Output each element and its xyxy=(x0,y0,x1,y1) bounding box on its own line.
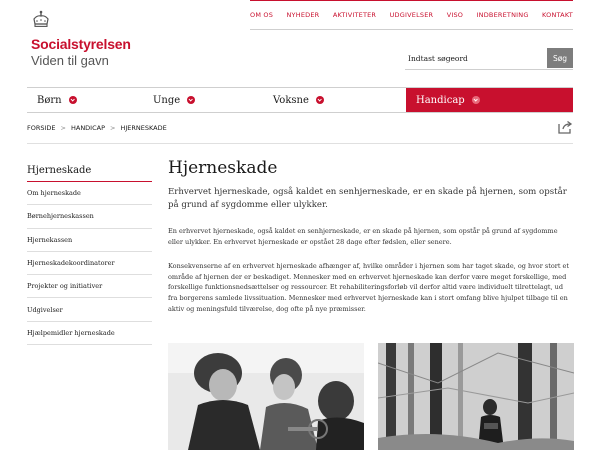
body-paragraph: En erhvervet hjerneskade, også kaldet en senhjerneskade, er en skade på hjernen, som opstår på grund af sygdomme eller ulykker. En erhvervet hjerneskade er opstået 28 dage efter fødslen, eller senere. xyxy=(168,227,558,246)
topnav-kontakt[interactable]: KONTAKT xyxy=(542,11,573,19)
crown-icon xyxy=(31,10,51,30)
breadcrumb-handicap[interactable]: HANDICAP xyxy=(70,124,106,132)
sidebar-item-bornehjerneskassen[interactable]: Børnehjerneskassen xyxy=(27,205,152,228)
chevron-down-icon xyxy=(472,96,480,104)
rehabilitation-photo[interactable] xyxy=(168,343,364,450)
topnav-viso[interactable]: VISO xyxy=(446,11,464,19)
topnav-aktiviteter[interactable]: AKTIVITETER xyxy=(332,11,377,19)
chevron-down-icon xyxy=(187,96,195,104)
logo[interactable] xyxy=(27,10,197,70)
body-paragraph: Konsekvenserne af en erhvervet hjerneskade afhænger af, hvilke områder i hjernen som har taget skade, og hvor stort et område af hjernen der er beskadiget. Mennesker med en erhvervet hjerneskade kan derfor være meget forskellige, med forskellige funktionsnedsættelser og ressourcer. Et rehabiliteringsforløb vil derfor altid være individuelt tilrettelagt, ud fra borgerens samlede livssituation. Mennesker med erhvervet hjerneskade kan i stort omfang blive hjulpet tilbage til en aktiv og meningsfuld tilværelse, dog ofte på nye præmisser. xyxy=(168,262,570,313)
search-bar xyxy=(405,48,573,70)
topnav-nyheder[interactable]: NYHEDER xyxy=(286,11,320,19)
topnav-om-os[interactable]: OM OS xyxy=(250,11,274,19)
sidebar-title[interactable]: Hjerneskade xyxy=(27,163,152,182)
brand-name: Socialstyrelsen xyxy=(31,36,131,52)
mainnav-item-unge[interactable] xyxy=(143,88,263,112)
mainnav-item-voksne[interactable] xyxy=(263,88,406,112)
search-button[interactable]: Søg xyxy=(547,48,573,68)
topnav-udgivelser[interactable]: UDGIVELSER xyxy=(389,11,434,19)
page-title: Hjerneskade xyxy=(168,158,278,178)
search-input[interactable] xyxy=(405,48,547,69)
breadcrumb-forside[interactable]: FORSIDE xyxy=(27,124,56,132)
main-content xyxy=(168,158,573,314)
topnav-indberetning[interactable]: INDBERETNING xyxy=(476,11,529,19)
main-navigation xyxy=(27,87,573,113)
sidebar-item-koordinatorer[interactable]: Hjerneskadekoordinatorer xyxy=(27,252,152,275)
divider xyxy=(27,143,573,144)
photo-image xyxy=(378,343,574,450)
breadcrumb-current: HJERNESKADE xyxy=(120,124,167,132)
breadcrumb-separator-icon: > xyxy=(60,124,66,132)
photo-image xyxy=(168,343,364,450)
lead-paragraph: Erhvervet hjerneskade, også kaldet en senhjerneskade, er en skade på hjernen, som opstår på grund af sygdomme eller ulykker. xyxy=(168,187,567,210)
share-icon[interactable] xyxy=(557,120,573,134)
sidebar-item-hjernekassen[interactable]: Hjernekassen xyxy=(27,229,152,252)
sidebar-item-projekter[interactable]: Projekter og initiativer xyxy=(27,275,152,298)
brand-tagline: Viden til gavn xyxy=(31,53,109,68)
sidebar xyxy=(27,163,152,345)
top-navigation xyxy=(250,0,573,30)
mainnav-label: Børn xyxy=(37,94,62,106)
sidebar-item-om-hjerneskade[interactable]: Om hjerneskade xyxy=(27,182,152,205)
breadcrumb xyxy=(27,123,167,133)
mainnav-item-handicap[interactable] xyxy=(406,88,573,112)
forest-photo[interactable] xyxy=(378,343,574,450)
breadcrumb-separator-icon: > xyxy=(110,124,116,132)
sidebar-item-hjaelpemidler[interactable]: Hjælpemidler hjerneskade xyxy=(27,322,152,345)
mainnav-label: Unge xyxy=(153,94,181,106)
sidebar-item-udgivelser[interactable]: Udgivelser xyxy=(27,298,152,321)
mainnav-label: Voksne xyxy=(273,94,309,106)
chevron-down-icon xyxy=(69,96,77,104)
chevron-down-icon xyxy=(316,96,324,104)
mainnav-item-born[interactable] xyxy=(27,88,143,112)
mainnav-label: Handicap xyxy=(416,94,465,106)
